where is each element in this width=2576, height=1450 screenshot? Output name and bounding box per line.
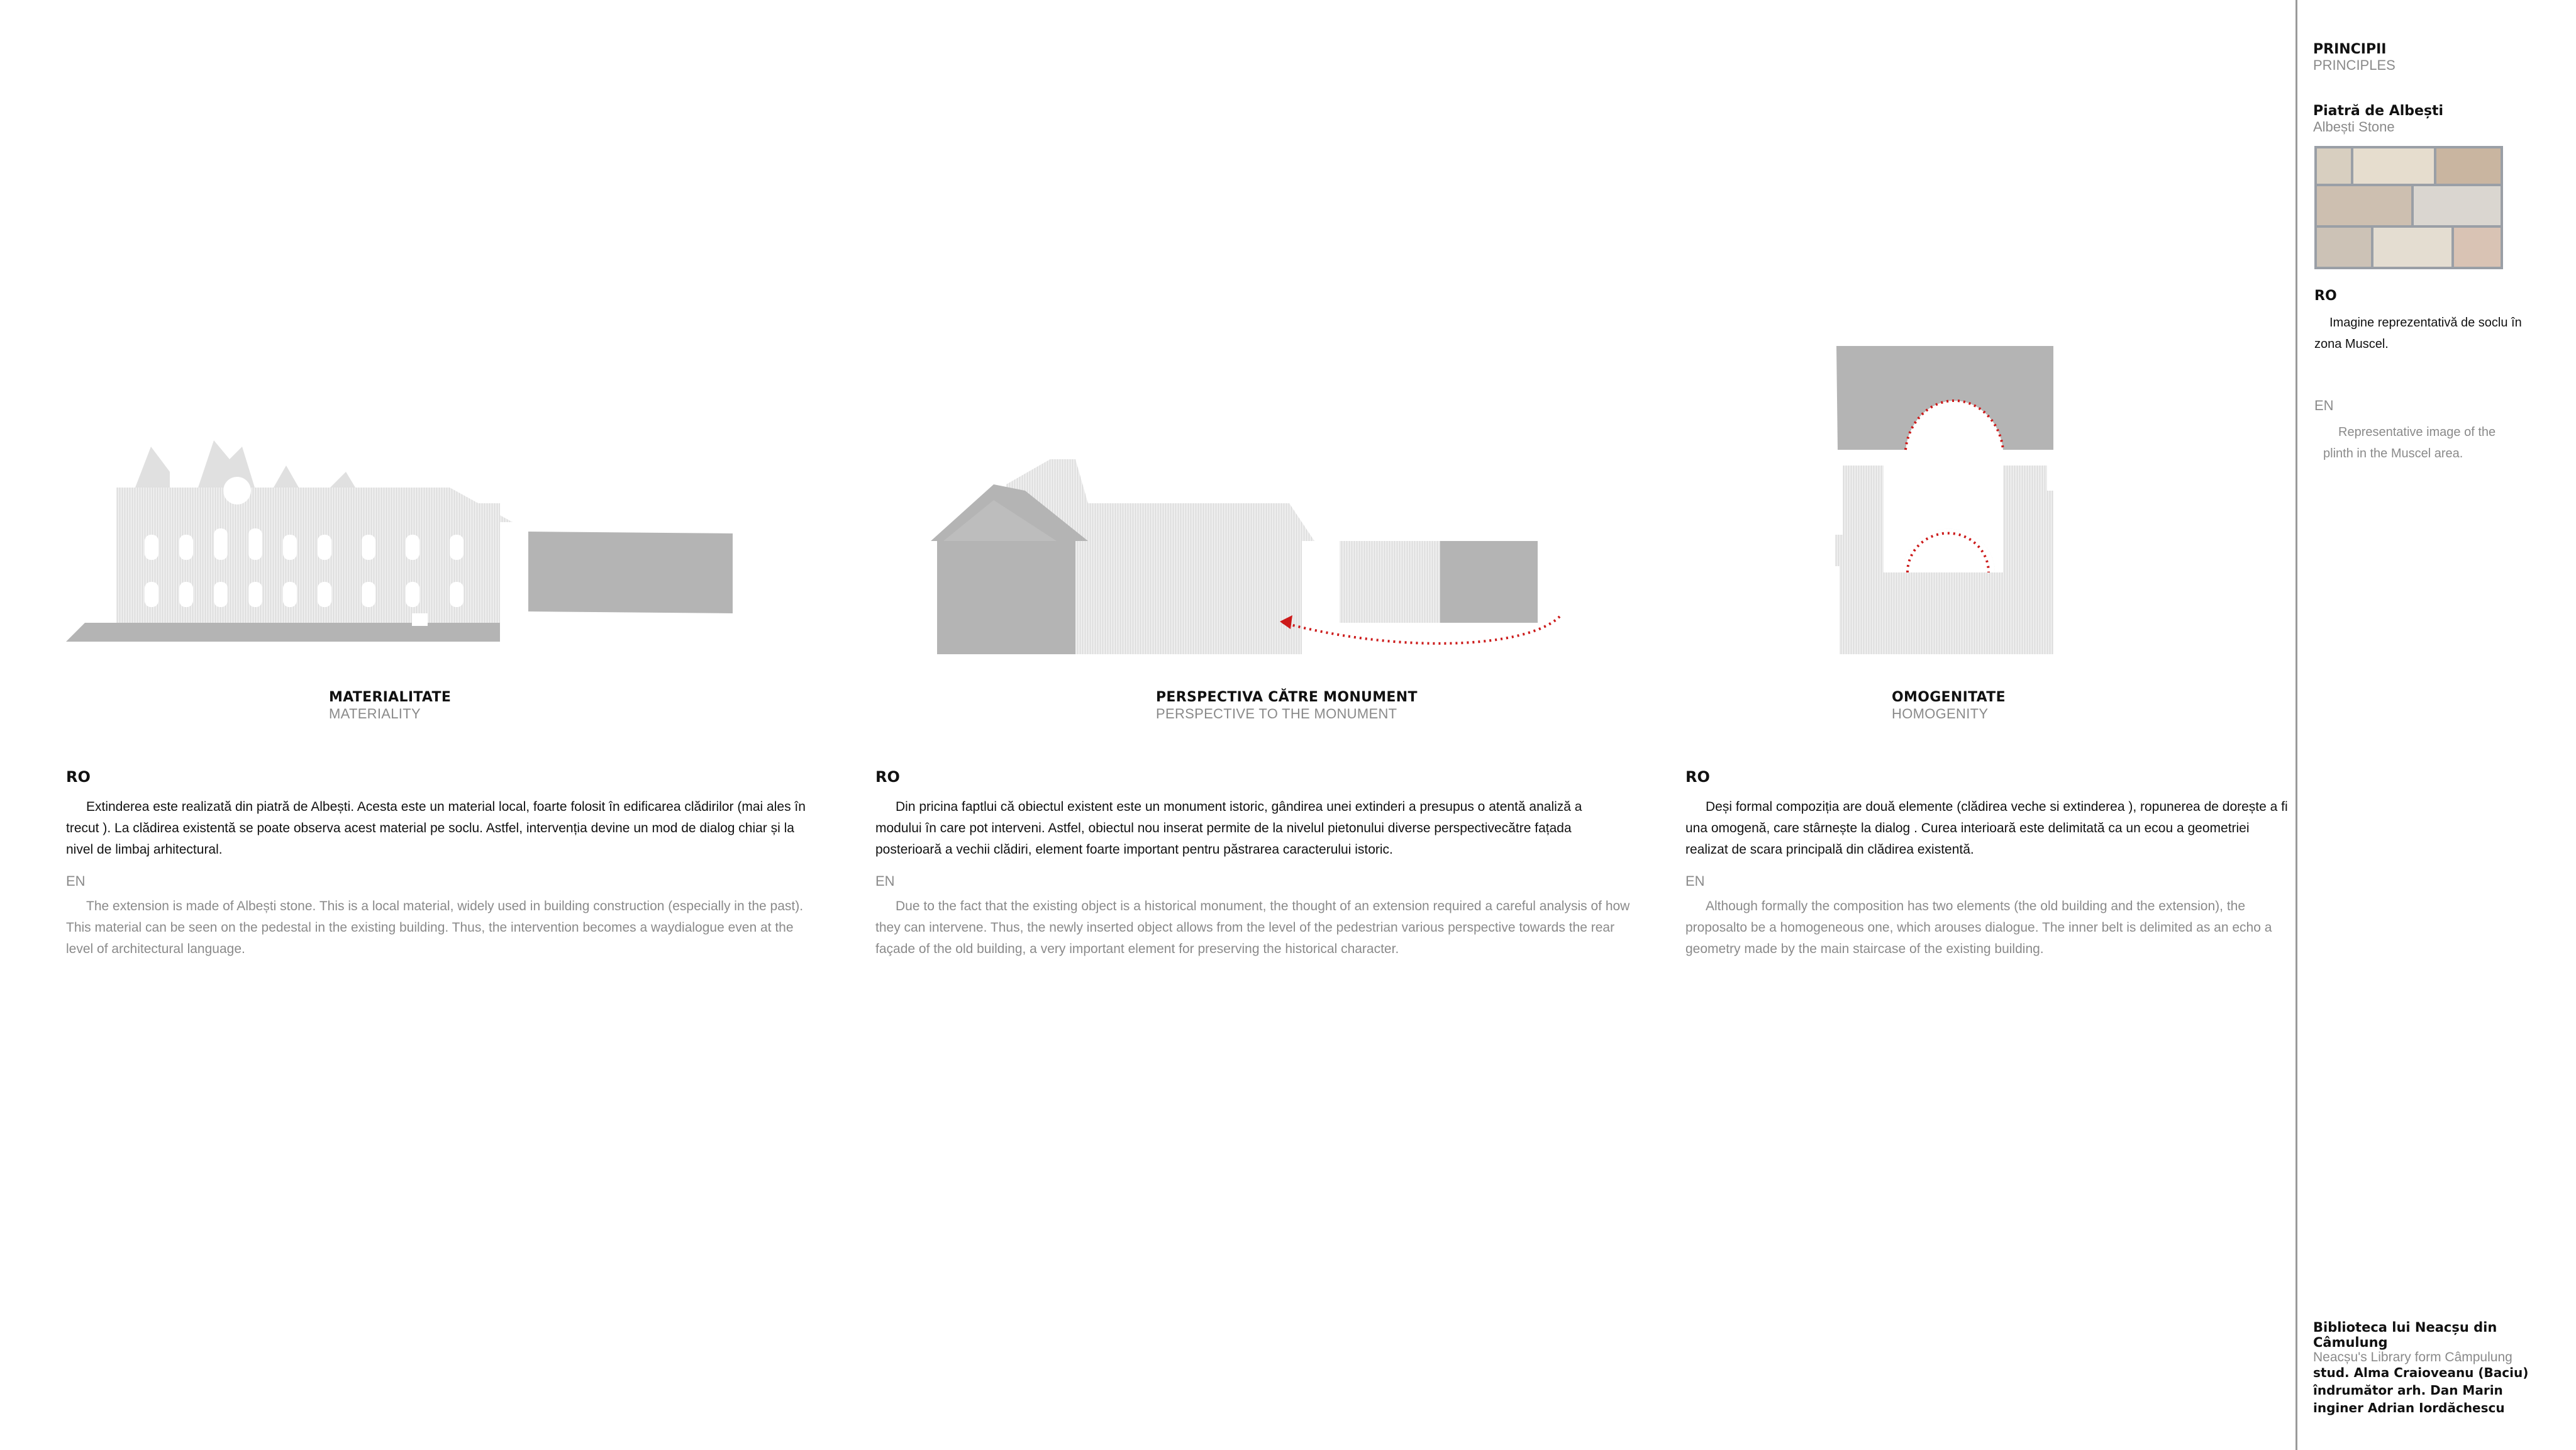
paragraph-ro: Din pricina faptlui că obiectul existent este un monument istoric, gândirea unei extinderi a presupus o atentă analiză a modului în care pot interveni. Astfel, obiectul nou inserat permite de la nivelul pietonului diverse perspectivecătre fațada posterioară a vechii clădiri, element foarte important pentru păstrarea caracterului istoric. (875, 800, 1582, 857)
lang-label-en: EN (1685, 873, 1705, 889)
lang-label-ro: RO (66, 768, 91, 786)
paragraph-ro: Deși formal compoziția are două elemente (clădirea veche si extinderea ), ropunerea de dorește a fi una omogenă, care stârnește la dialog . Curea interioară este delimitată ca un ecou a geometriei realizat de scara principală din clădirea existentă. (1685, 800, 2288, 857)
caption-ro: MATERIALITATE (329, 689, 452, 705)
caption-en: MATERIALITY (329, 706, 421, 722)
project-subtitle: Neacșu's Library form Câmpulung (2313, 1350, 2512, 1364)
stone-sample-image (2314, 146, 2503, 269)
principles-subtitle: PRINCIPLES (2313, 57, 2396, 73)
credit-advisor: îndrumător arh. Dan Marin (2313, 1383, 2503, 1398)
paragraph-ro: Extinderea este realizată din piatră de Albești. Acesta este un material local, foarte folosit în edificarea clădirilor (mai ales în trecut ). La clădirea existentă se poate observa acest material pe soclu. Astfel, intervenția devine un mod de dialog chiar și la nivel de limbaj arhitectural. (66, 800, 806, 857)
perspective-text (875, 766, 1630, 960)
sidebar-lang-en: EN (2314, 398, 2334, 413)
caption-en: PERSPECTIVE TO THE MONUMENT (1156, 706, 1397, 722)
credit-student: stud. Alma Craioveanu (Baciu) (2313, 1365, 2529, 1380)
principles-title: PRINCIPII (2313, 42, 2387, 57)
stone-title: Piatră de Albești (2313, 103, 2444, 119)
paragraph-en: The extension is made of Albești stone. This is a local material, widely used in building construction (especially in the past). This material can be seen on the pedestal in the existing building. Thus, the intervention becomes a waydialogue even at the level of architectural language. (66, 899, 804, 956)
lang-label-ro: RO (875, 768, 900, 786)
project-title: Biblioteca lui Neacșu din Câmulung (2313, 1320, 2497, 1350)
homogeneity-text (1685, 766, 2296, 960)
materiality-text (66, 766, 814, 960)
sidebar-lang-ro: RO (2314, 288, 2337, 304)
caption-homogeneity (1892, 689, 2006, 722)
lang-label-en: EN (66, 873, 86, 889)
sidebar-text-ro: Imagine reprezentativă de soclu în zona Muscel. (2314, 316, 2522, 351)
perspective-drawing (924, 447, 1572, 661)
sidebar-divider (2296, 0, 2297, 1450)
sidebar-text-en: Representative image of the plinth in the Muscel area. (2323, 425, 2496, 460)
caption-materiality (329, 689, 451, 722)
stone-subtitle: Albești Stone (2313, 119, 2395, 135)
materiality-drawing (60, 434, 745, 648)
caption-en: HOMOGENITY (1892, 706, 1989, 722)
caption-perspective (1156, 689, 1418, 722)
paragraph-en: Although formally the composition has two elements (the old building and the extension), the proposalto be a homogeneous one, which arouses dialogue. The inner belt is delimited as an echo a geometry made by the main staircase of the existing building. (1685, 899, 2272, 956)
credit-engineer: inginer Adrian Iordăchescu (2313, 1400, 2505, 1415)
paragraph-en: Due to the fact that the existing object is a historical monument, the thought of an extension required a careful analysis of how they can intervene. Thus, the newly inserted object allows from the level of the pedestrian various perspective towards the rear façade of the old building, a very important element for preserving the historical character. (875, 899, 1630, 956)
homogeneity-drawing (1824, 340, 2069, 661)
lang-label-ro: RO (1685, 768, 1710, 786)
caption-ro: PERSPECTIVA CĂTRE MONUMENT (1156, 689, 1418, 705)
lang-label-en: EN (875, 873, 895, 889)
caption-ro: OMOGENITATE (1892, 689, 2006, 705)
